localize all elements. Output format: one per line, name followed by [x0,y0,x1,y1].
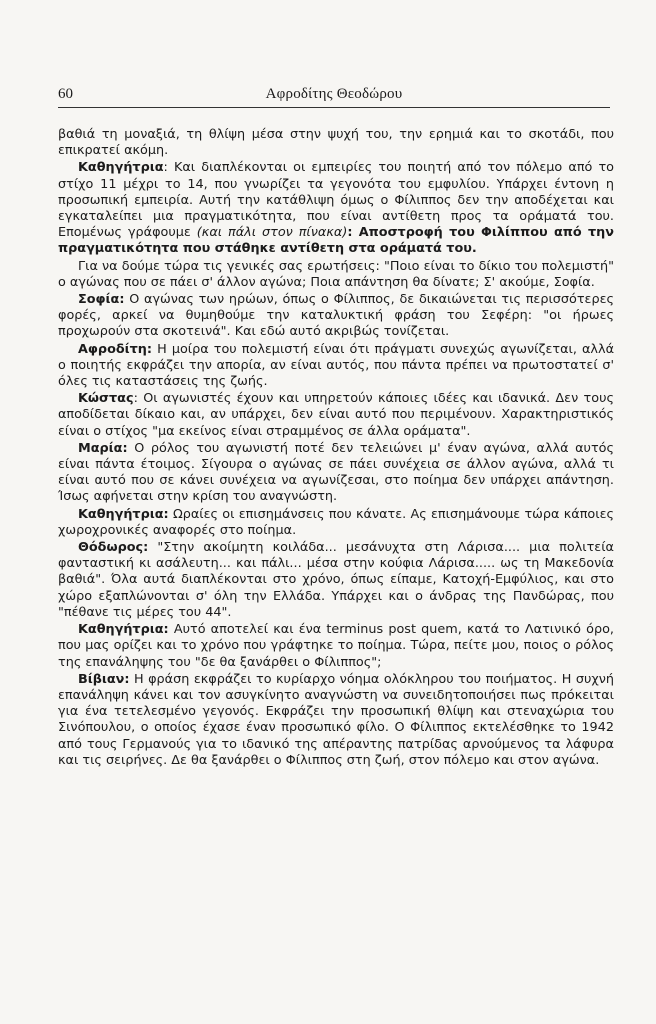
paragraph-text: Αυτό αποτελεί και ένα terminus post quem, κατά το Λατινικό όρο, που μας ορίζει και το χρόνο που γράφτηκε το ποίημα. Τώρα, πείτε μου, ποιος ο ρόλος της επανάληψης του "δε θα ξανάρθει ο Φίλιππος"; [58,622,614,670]
paragraph-questions [58,259,614,291]
speaker-name: Καθηγήτρια [78,160,164,176]
speaker-name: Καθηγήτρια: [78,622,169,638]
paragraph-text: βαθιά τη μοναξιά, τη θλίψη μέσα στην ψυχή του, την ερημιά και το σκοτάδι, που επικρατεί ακόμη. [58,127,614,159]
body-text [58,127,614,770]
paragraph-text: "Στην ακοίμητη κοιλάδα... μεσάνυχτα στη Λάρισα.... μια πολιτεία φανταστική κι ασάλευτη... και πάλι... μέσα στην κούφια Λάρισα..... ως τη Μακεδονία βαθιά". Όλα αυτά διαπλέκονται στο χρόνο, όπως είπαμε, Κατοχή-Εμφύλιος, και στο χώρο εξαπλώνονται σ' όλη την Ελλάδα. Υπάρχει και ο άνδρας της Πανδώρας, που "πέθανε τις μέρες του 44". [58,540,614,620]
paragraph-afroditi [58,342,614,391]
italic-aside: (και πάλι στον πίνακα) [196,225,348,241]
paragraph-text: Ο ρόλος του αγωνιστή ποτέ δεν τελειώνει μ' έναν αγώνα, αλλά αυτός είναι πάντα έτοιμος. Σίγουρα ο αγώνας σε πάει συνέχεια σε άλλον αγώνα, αλλά τι είναι αυτό που σε κάνει συνέχεια να αγωνίζεσαι, στο ποίημα δεν υπάρχει απάντηση. Ίσως αφήνεται στην κρίση του αναγνώστη. [58,440,614,505]
speaker-name: Καθηγήτρια: [78,506,169,522]
paragraph-text: Ωραίες οι επισημάνσεις που κάνατε. Ας επισημάνουμε τώρα κάποιες χωροχρονικές αναφορές στο ποίημα. [58,506,614,538]
paragraph-teacher [58,160,614,257]
paragraph-text: Η μοίρα του πολεμιστή είναι ότι πράγματι συνεχώς αγωνίζεται, αλλά ο ποιητής εκφράζει την απορία, αν είναι αυτός, που πάντα πρέπει να πρωτοστατεί σ' όλες τις καταστάσεις της ζωής. [58,341,614,390]
speaker-name: Μαρία: [78,440,128,456]
speaker-name: Αφροδίτη: [78,341,153,357]
speaker-name: Σοφία: [78,292,125,308]
paragraph-sofia [58,292,614,341]
paragraph-thodoros [58,540,614,621]
paragraph-text: : Οι αγωνιστές έχουν και υπηρετούν κάποιες ιδέες και ιδανικά. Δεν τους αποδίδεται δίκαιο και, αν υπάρχει, δεν είναι αυτό που περιμένουν. Χαρακτηριστικός είναι ο στίχος "μα εκείνος είναι στραμμένος σε άλλα οράματα". [58,391,614,439]
paragraph-continuation [58,127,614,159]
paragraph-text: Η φράση εκφράζει το κυρίαρχο νόημα ολόκληρου του ποιήματος. Η συχνή επανάληψη κάνει και τον ασυγκίνητο αναγνώστη να συνειδητοποιήσει πως πρόκειται για ένα τετελεσμένο γεγονός. Εκφράζει την προσωπική θλίψη και στεναχώρια του Σινόπουλου, ο οποίος έχασε έναν προσωπικό φίλο. Ο Φίλιππος εκτελέσθηκε το 1942 από τους Γερμανούς για το ιδανικό της απέραντης πατρίδας αρνούμενος τα λάφυρα και τις σειρήνες. Δε θα ξανάρθει ο Φίλιππος στη ζωή, στον πόλεμο και στον αγώνα. [58,671,614,768]
paragraph-maria [58,441,614,506]
page-number: 60 [58,86,73,102]
book-title: Αφροδίτης Θεοδώρου [265,86,403,102]
speaker-name: Θόδωρος: [78,540,149,556]
paragraph-vivian [58,672,614,769]
bold-heading: : Αποστροφή του Φιλίππου από την πραγματικότητα που στάθηκε αντίθετη στα οράματά του. [58,225,614,257]
paragraph-text: Ο αγώνας των ηρώων, όπως ο Φίλιππος, δε δικαιώνεται τις περισσότερες φορές, αρκεί να θυμηθούμε την καταλυκτική φράση του Σεφέρη: "οι ήρωες προχωρούν στα σκοτεινά". Και εδώ αυτό ακριβώς τονίζεται. [58,292,614,340]
paragraph-text: : Και διαπλέκονται οι εμπειρίες του ποιητή από τον πόλεμο από το στίχο 11 μέχρι το 14, που γνωρίζει τα γεγονότα του εμφυλίου. Υπάρχει έντονη η προσωπική εμπειρία. Αυτή την κατάθλιψη όμως ο Φίλιππος δεν την αποδέχεται και εγκαταλείπει μια πραγματικότητα, που είναι αντίθετη προς τα οράματά του. Επομένως γράφουμε [58,160,614,241]
running-header [58,86,610,108]
paragraph-teacher-3 [58,622,614,671]
speaker-name: Βίβιαν: [78,671,130,687]
paragraph-kostas [58,391,614,440]
paragraph-teacher-2 [58,507,614,539]
paragraph-text: Για να δούμε τώρα τις γενικές σας ερωτήσεις: "Ποιο είναι το δίκιο του πολεμιστή" ο αγώνας που σε πάει σ' άλλον αγώνα; Ποια απάντηση θα δίνατε; Σ' ακούμε, Σοφία. [58,258,614,290]
speaker-name: Κώστας [78,391,134,407]
